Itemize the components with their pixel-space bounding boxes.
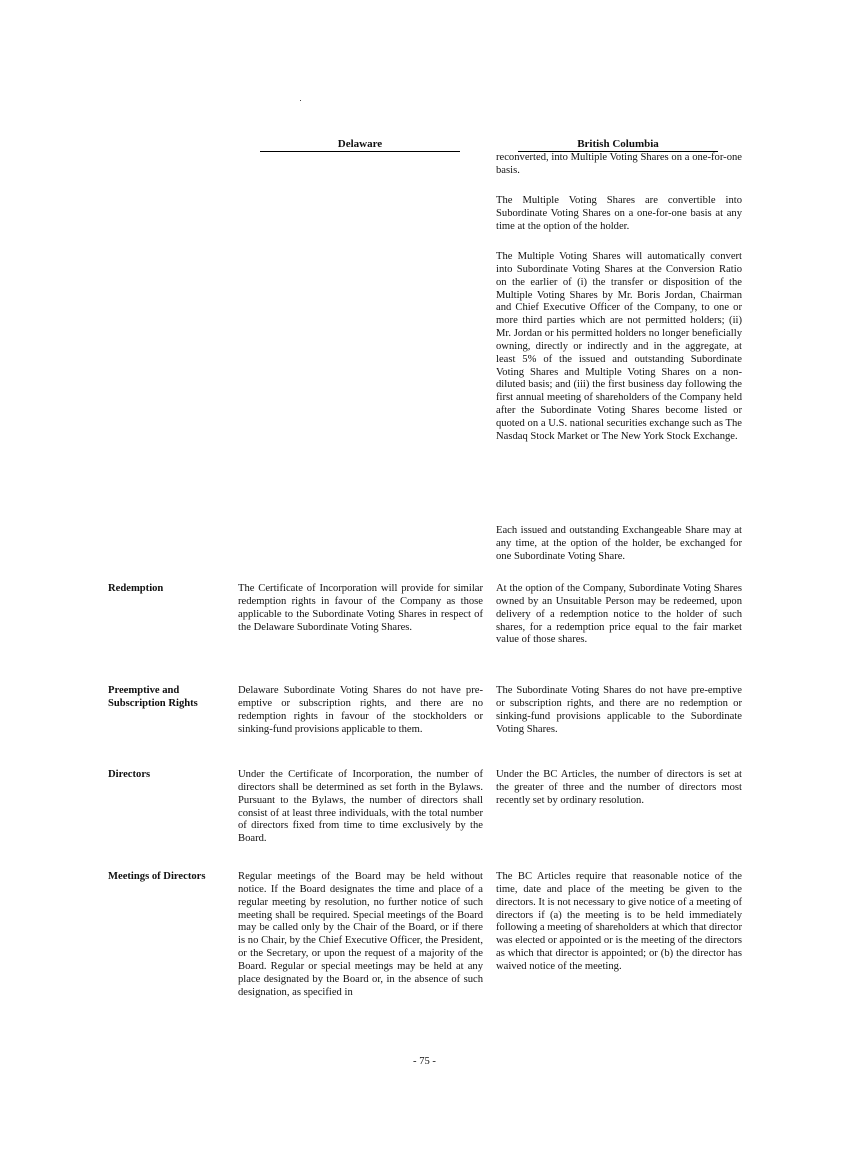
continuation-paragraph-2: The Multiple Voting Shares are convertible into Subordinate Voting Shares on a one-for-one basis at any time at the option of the holder. <box>496 195 742 232</box>
stray-mark <box>300 100 301 101</box>
preemptive-bc-text: The Subordinate Voting Shares do not have pre-emptive or subscription rights, and there are no redemption or sinking-fund provisions applicable to the Subordinate Voting Shares. <box>496 685 742 735</box>
directors-delaware-text: Under the Certificate of Incorporation, the number of directors shall be determined as set forth in the Bylaws. Pursuant to the Bylaws, the number of directors shall consist of at least three individuals, with the total number of directors fixed from time to time exclusively by the Board. <box>238 769 483 845</box>
redemption-delaware-text: The Certificate of Incorporation will provide for similar redemption rights in favour of the Company as those applicable to the Subordinate Voting Shares in respect of the Delaware Subordinate Voting Shares. <box>238 583 483 633</box>
meetings-bc-text: The BC Articles require that reasonable notice of the time, date and place of the meeting be given to the directors. It is not necessary to give notice of a meeting of directors if (a) the meeting is to be held immediately following a meeting of shareholders at which that director was elected or appointed or is the meeting of the directors as which that director is appointed; or (b) the director has waived notice of the meeting. <box>496 871 742 972</box>
row-label-directors: Directors <box>108 769 151 780</box>
redemption-bc-text: At the option of the Company, Subordinate Voting Shares owned by an Unsuitable Person may be redeemed, upon delivery of a redemption notice to the holder of such shares, for a redemption price equal to the fair market value of those shares. <box>496 583 742 646</box>
directors-bc-text: Under the BC Articles, the number of directors is set at the greater of three and the number of directors most recently set by ordinary resolution. <box>496 769 742 806</box>
continuation-paragraph-1: reconverted, into Multiple Voting Shares on a one-for-one basis. <box>496 152 742 176</box>
page-number: - 75 - <box>413 1056 436 1067</box>
row-label-redemption: Redemption <box>108 583 164 594</box>
meetings-delaware-text: Regular meetings of the Board may be held without notice. If the Board designates the time and place of a regular meeting by resolution, no further notice of such meeting shall be required. Special meetings of the Board may be called only by the Chair of the Board, or if there is no Chair, by the Chief Executive Officer, the President, or the Secretary, or upon the request of a majority of the Board. Regular or special meetings may be held at any place designated by the Board or, in the absence of such designation, as specified in <box>238 871 483 998</box>
row-label-meetings-of-directors: Meetings of Directors <box>108 871 206 882</box>
preemptive-delaware-text: Delaware Subordinate Voting Shares do not have pre-emptive or subscription rights, and there are no redemption rights in favour of the stockholders or sinking-fund provisions applicable to them. <box>238 685 483 735</box>
continuation-paragraph-3: The Multiple Voting Shares will automatically convert into Subordinate Voting Shares at the Conversion Ratio on the earlier of (i) the transfer or disposition of the Multiple Voting Shares by Mr. Boris Jordan, Chairman and Chief Executive Officer of the Company, to one or more third parties which are not permitted holders; (ii) Mr. Jordan or his permitted holders no longer beneficially owning, directly or indirectly and in the aggregate, at least 5% of the issued and outstanding Subordinate Voting Shares and Multiple Voting Shares on a non-diluted basis; and (iii) the first business day following the first annual meeting of shareholders of the Company held after the Subordinate Voting Shares become listed or quoted on a U.S. national securities exchange such as The Nasdaq Stock Market or The New York Stock Exchange. <box>496 251 742 442</box>
delaware-column-header: Delaware <box>260 138 460 152</box>
row-label-preemptive: Preemptive and Subscription Rights <box>108 685 198 709</box>
continuation-paragraph-4: Each issued and outstanding Exchangeable Share may at any time, at the option of the holder, be exchanged for one Subordinate Voting Share. <box>496 525 742 562</box>
bc-column-header: British Columbia <box>518 138 718 152</box>
